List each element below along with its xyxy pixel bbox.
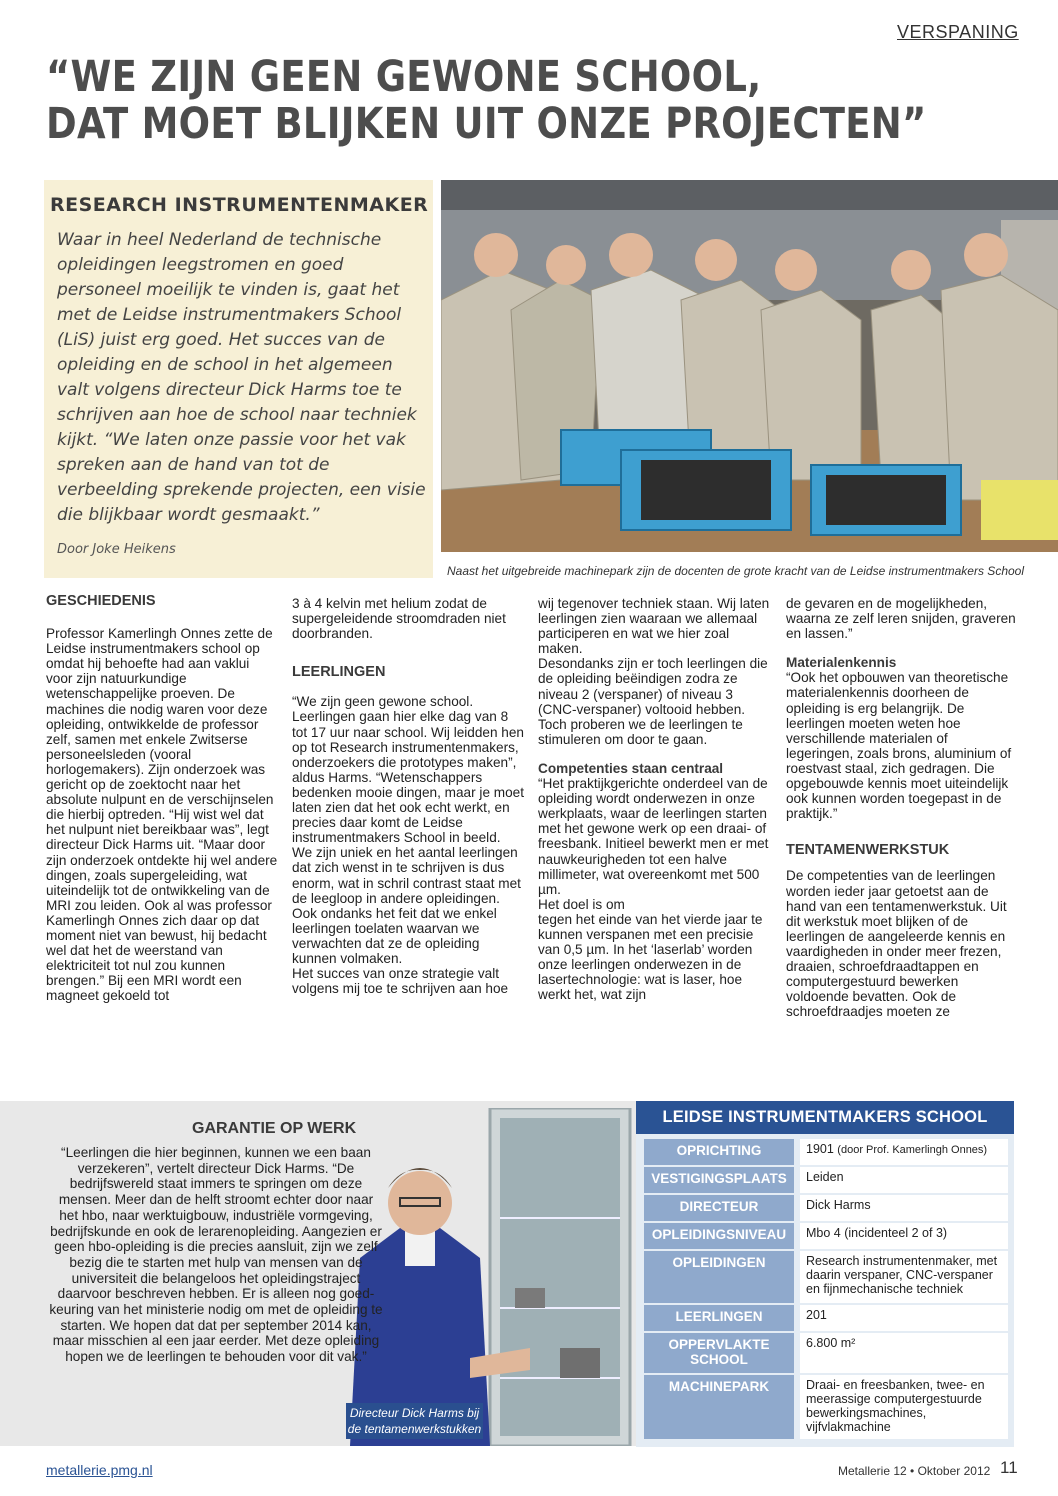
fact-label: VESTIGINGSPLAATS [644,1167,794,1193]
headline-line-1: “WE ZIJN GEEN GEWONE SCHOOL, [46,52,762,102]
photo-caption: Directeur Dick Harms bij de tentamenwerkstukken [346,1403,483,1439]
fact-row [644,1139,1008,1165]
section-heading: TENTAMENWERKSTUK [786,842,950,859]
headline-line-2: DAT MOET BLIJKEN UIT ONZE PROJECTEN” [46,99,927,149]
section-heading: LEERLINGEN [292,664,386,681]
fact-label: LEERLINGEN [644,1305,794,1331]
issue-info: Metallerie 12 • Oktober 2012 [838,1464,991,1478]
photo-caption: Naast het uitgebreide machinepark zijn de docenten de grote kracht van de Leidse instrumentmakers School [447,564,1025,578]
fact-label: MACHINEPARK [644,1375,794,1439]
article-column-4 [786,596,1018,1019]
workshop-photo [441,180,1058,552]
section-tag: VERSPANING [897,22,1019,42]
fact-row [644,1167,1008,1193]
fact-value: Mbo 4 (incidenteel 2 of 3) [800,1223,1008,1249]
fact-value: Dick Harms [800,1195,1008,1221]
sidebar-text: “Leerlingen die hier beginnen, kunnen we een baan verzekeren”, vertelt directeur Dick Harms. “De bedrijfswereld staat immers te springen om deze mensen. Meer dan de helft stroomt echter door naar het hbo, naar werktuigbouw, industriële vormgeving, bedrijfskunde en ook de lerarenopleiding. Aangezien er geen hbo-opleiding is die precies aansluit, zijn we zelf bezig die te starten met hulp van mensen van de universiteit die belangeloos het opleidingstraject daarvoor beschreven hebben. Er is alleen nog goedkeuring van het ministerie nodig om met de opleiding te starten. We hopen dat dat per september 2014 kan, maar misschien al een jaar eerder. Met deze opleiding hopen we de leerlingen te behouden voor dit vak.” [49,1145,383,1365]
fact-label: OPRICHTING [644,1139,794,1165]
fact-value-note: (door Prof. Kamerlingh Onnes) [837,1144,988,1156]
intro-text: Waar in heel Nederland de technische opleidingen leegstromen en goed personeel moeilijk te vinden is, gaat het met de Leidse instrumentmakers School (LiS) juist erg goed. Het succes van de opleiding en de school in het algemeen valt volgens directeur Dick Harms toe te schrijven aan hoe de school naar techniek kijkt. “We laten onze passie voor het vak spreken aan de hand van tot de verbeelding sprekende projecten, een visie die blijkbaar wordt gesmaakt.” [57,230,426,525]
fact-row [644,1305,1008,1331]
paragraph: “Het praktijkgerichte onderdeel van de opleiding wordt onderwezen in onze werkplaats, waar de leerlingen starten met het gewone werk op een draai- of freesbank. Initieel bewerkt men er met nauwkeurigheden tot een halve millimeter, wat overeenkomt met 500 µm. [538,776,769,897]
fact-label: OPLEIDINGSNIVEAU [644,1223,794,1249]
fact-row [644,1333,1008,1373]
paragraph: “We zijn geen gewone school. Leerlingen gaan hier elke dag van 8 tot 17 uur naar school. Wij leidden hen op tot Research instrumentenmakers, onderzoekers die prototypes maken”, aldus Harms. “Wetenschappers bedenken mooie dingen, maar je moet laten zien dat het ook echt werkt, en precies daar komt de Leidse instrumentmakers School in beeld. We zijn uniek en het aantal leerlingen dat zich wenst in te schrijven is dus enorm, wat in schril contrast staat met de leegloop in andere opleidingen. Ook ondanks het feit dat we enkel leerlingen toelaten waarvan we verwachten dat ze de opleiding kunnen volmaken. [292,694,524,966]
paragraph: Het succes van onze strategie valt volgens mij toe te schrijven aan hoe [292,966,509,997]
paragraph: Professor Kamerlingh Onnes zette de Leidse instrumentmakers school op omdat hij behoefte had aan vaklui voor zijn natuurkundige wetenschappelijke proeven. De machines die nodig waren voor deze opleiding, ontwikkelde de professor zelf, samen met enkele Zwitserse personeelsleden (vooral horlogemakers). Zijn onderzoek was gericht op de zoektocht naar het absolute nulpunt en de verschijnselen die hierbij optreden. “Hij wist wel dat het nulpunt niet bereikbaar was”, legt directeur Dick Harms uit. “Maar door zijn onderzoek ontdekte hij wel andere dingen, zoals supergeleiding, wat uiteindelijk tot de ontwikkeling van de MRI zou leiden. Ook al was professor Kamerlingh Onnes zich daar op dat moment niet van bewust, hij bedacht wel dat het de weerstand van elektriciteit tot nul zou kunnen brengen.” Bij een MRI wordt een magneet gekoeld tot [46,626,278,1004]
section-heading: GESCHIEDENIS [46,593,156,609]
paragraph: wij tegenover techniek staan. Wij laten leerlingen zien waaraan we allemaal participeren en wat we hier zoal maken. [538,596,770,657]
page-number: 11 [1000,1458,1018,1477]
paragraph: 3 à 4 kelvin met helium zodat de supergeleidende stroomdraden niet doorbranden. [292,596,506,642]
paragraph: Het doel is om [538,896,625,912]
paragraph: “Ook het opbouwen van theoretische materialenkennis doorheen de opleiding is erg belangrijk. De leerlingen moeten weten hoe verschillende materialen of legeringen, zoals brons, aluminium of roestvast staal, zich gedragen. Die opgebouwde kennis moet uiteindelijk ook kunnen worden toegepast in de praktijk.” [786,670,1012,822]
fact-row [644,1195,1008,1221]
headline [46,52,927,149]
fact-row [644,1223,1008,1249]
fact-row [644,1375,1008,1439]
sidebar-title: GARANTIE OP WERK [192,1120,357,1137]
fact-value: Draai- en freesbanken, twee- en meerassige computergestuurde bewerkingsmachines, vijfvlakmachine [800,1375,1008,1439]
fact-value: 201 [800,1305,1008,1331]
fact-value: 6.800 m² [800,1333,1008,1373]
fact-label: OPPERVLAKTE SCHOOL [644,1333,794,1373]
paragraph: Desondanks zijn er toch leerlingen die de opleiding beëindigen zodra ze niveau 2 (verspaner) of niveau 3 (CNC-verspaner) voltooid hebben. Toch proberen we de leerlingen te stimuleren om door te gaan. [538,656,768,747]
intro-kicker: RESEARCH INSTRUMENTENMAKER [50,194,429,216]
fact-label: DIRECTEUR [644,1195,794,1221]
fact-row [644,1251,1008,1303]
workshop-photo-illustration [441,180,1058,552]
article-column-3 [538,596,770,1002]
article-column-2 [292,596,524,996]
subheading: Materialenkennis [786,655,897,671]
paragraph: De competenties van de leerlingen worden ieder jaar getoetst aan de hand van een tentamenwerkstuk. Uit dit werkstuk moet blijken of de leerlingen de aangeleerde kennis en vaardigheden in onder meer frezen, draaien, schroefdraadtappen en computergestuurd bewerken voldoende bevatten. Ook de schroefdraadjes moeten ze [786,868,1007,1020]
fact-box-title: LEIDSE INSTRUMENTMAKERS SCHOOL [636,1101,1014,1134]
byline: Door Joke Heikens [57,542,176,557]
paragraph: de gevaren en de mogelijkheden, waarna ze zelf leren snijden, graveren en lassen.” [786,596,1016,642]
subheading: Competenties staan centraal [538,760,724,776]
fact-value-text: 1901 [806,1142,834,1156]
fact-label: OPLEIDINGEN [644,1251,794,1303]
paragraph: tegen het einde van het vierde jaar te kunnen verspanen met een precisie van 0,5 µm. In het ‘laserlab’ worden onze leerlingen onderwezen in de lasertechnologie: wat is laser, hoe werkt het, wat zijn [538,911,763,1003]
website-link[interactable]: metallerie.pmg.nl [46,1462,153,1478]
article-column-1 [46,594,278,1003]
fact-value: Leiden [800,1167,1008,1193]
fact-value [800,1139,1008,1165]
fact-value: Research instrumentenmaker, met daarin verspaner, CNC-verspaner en fijnmechanische techniek [800,1251,1008,1303]
